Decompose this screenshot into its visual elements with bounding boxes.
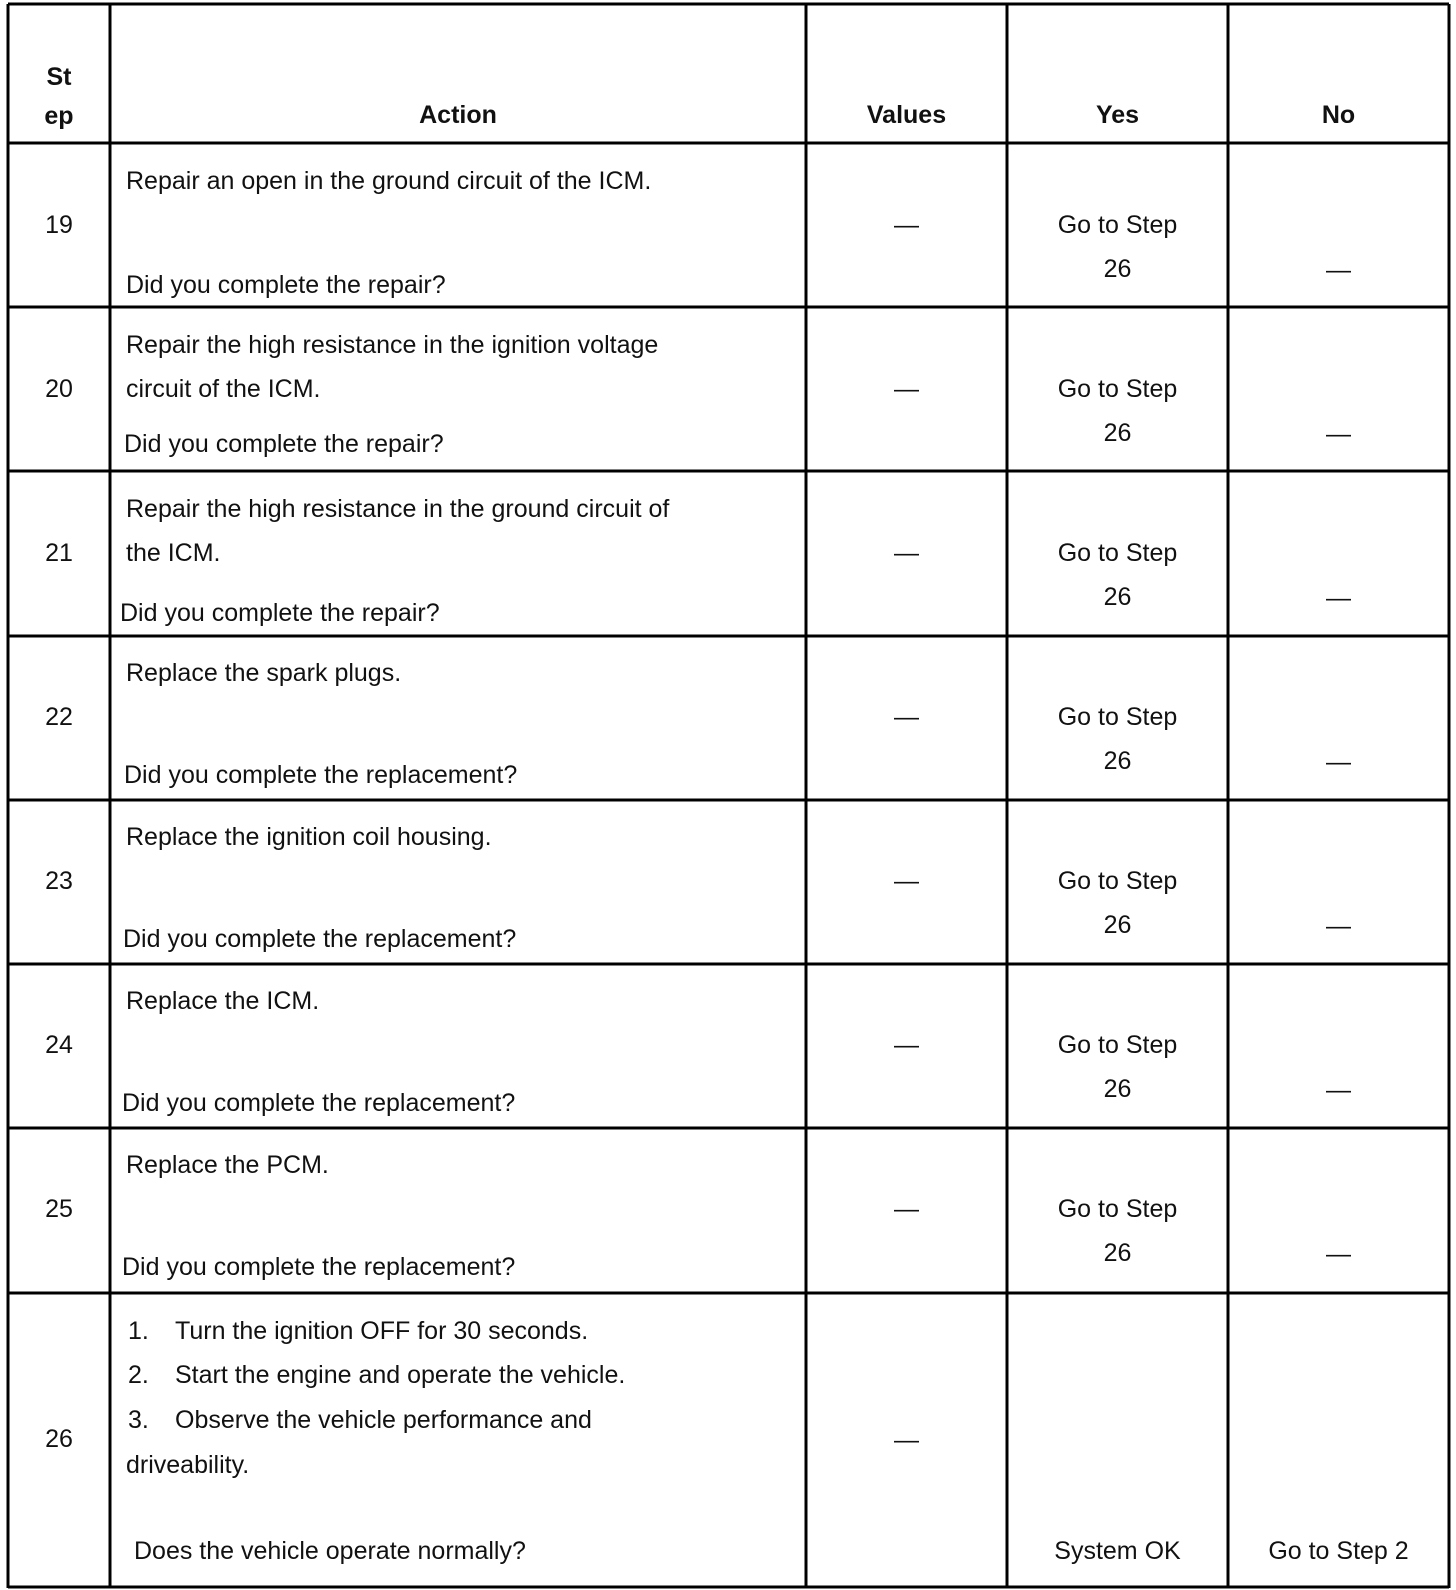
yes-cell-line2: 26 bbox=[1103, 255, 1132, 283]
no-cell: — bbox=[1326, 420, 1351, 448]
list-item-number: 1. bbox=[128, 1317, 149, 1345]
header-values: Values bbox=[866, 101, 947, 129]
list-item-number: 2. bbox=[128, 1361, 149, 1389]
values-cell: — bbox=[894, 1031, 919, 1059]
yes-cell-line2: 26 bbox=[1103, 419, 1132, 447]
yes-cell-line1: Go to Step bbox=[1057, 1031, 1178, 1059]
values-cell: — bbox=[894, 375, 919, 403]
list-item-number: 3. bbox=[128, 1406, 149, 1434]
action-question: Did you complete the repair? bbox=[120, 599, 440, 627]
yes-cell-line2: 26 bbox=[1103, 1075, 1132, 1103]
no-cell: — bbox=[1326, 1240, 1351, 1268]
header-step-line1: St bbox=[46, 63, 72, 91]
header-action: Action bbox=[419, 101, 497, 129]
action-question: Did you complete the replacement? bbox=[123, 925, 517, 953]
action-question: Did you complete the repair? bbox=[124, 430, 444, 458]
action-text: Replace the ignition coil housing. bbox=[126, 823, 492, 851]
values-cell: — bbox=[894, 1195, 919, 1223]
action-text: circuit of the ICM. bbox=[126, 375, 321, 403]
step-number: 25 bbox=[45, 1195, 73, 1223]
action-text: Replace the spark plugs. bbox=[126, 659, 402, 687]
action-question: Does the vehicle operate normally? bbox=[134, 1537, 526, 1565]
header-yes: Yes bbox=[1095, 101, 1140, 129]
no-cell: — bbox=[1326, 256, 1351, 284]
no-cell: — bbox=[1326, 912, 1351, 940]
step-number: 24 bbox=[45, 1031, 73, 1059]
action-text: Replace the PCM. bbox=[126, 1151, 329, 1179]
yes-cell-line2: 26 bbox=[1103, 911, 1132, 939]
step-number: 21 bbox=[45, 539, 73, 567]
action-question: Did you complete the replacement? bbox=[122, 1089, 516, 1117]
list-item-text: Start the engine and operate the vehicle. bbox=[175, 1361, 626, 1389]
no-cell: — bbox=[1326, 1076, 1351, 1104]
step-number: 22 bbox=[45, 703, 73, 731]
yes-cell-line2: 26 bbox=[1103, 583, 1132, 611]
yes-cell-line2: 26 bbox=[1103, 747, 1132, 775]
action-question: Did you complete the repair? bbox=[126, 271, 446, 299]
yes-cell: System OK bbox=[1054, 1537, 1181, 1565]
yes-cell-line2: 26 bbox=[1103, 1239, 1132, 1267]
yes-cell-line1: Go to Step bbox=[1057, 375, 1178, 403]
yes-cell-line1: Go to Step bbox=[1057, 703, 1178, 731]
action-text: Repair the high resistance in the ignition voltage bbox=[126, 331, 659, 359]
values-cell: — bbox=[894, 211, 919, 239]
step-number: 19 bbox=[45, 211, 73, 239]
list-item-text: Observe the vehicle performance and bbox=[175, 1406, 592, 1434]
action-question: Did you complete the replacement? bbox=[124, 761, 518, 789]
header-step-line2: ep bbox=[44, 102, 74, 130]
action-text: Repair an open in the ground circuit of the ICM. bbox=[126, 167, 652, 195]
yes-cell-line1: Go to Step bbox=[1057, 1195, 1178, 1223]
step-number: 23 bbox=[45, 867, 73, 895]
action-text: Repair the high resistance in the ground circuit of bbox=[126, 495, 670, 523]
yes-cell-line1: Go to Step bbox=[1057, 539, 1178, 567]
no-cell: — bbox=[1326, 584, 1351, 612]
values-cell: — bbox=[894, 867, 919, 895]
action-text: the ICM. bbox=[126, 539, 221, 567]
values-cell: — bbox=[894, 703, 919, 731]
step-number: 20 bbox=[45, 375, 73, 403]
no-cell: — bbox=[1326, 748, 1351, 776]
list-item-text: Turn the ignition OFF for 30 seconds. bbox=[175, 1317, 589, 1345]
step-number: 26 bbox=[45, 1425, 73, 1453]
header-no: No bbox=[1321, 101, 1356, 129]
list-item-continuation: driveability. bbox=[126, 1451, 250, 1479]
yes-cell-line1: Go to Step bbox=[1057, 211, 1178, 239]
action-question: Did you complete the replacement? bbox=[122, 1253, 516, 1281]
no-cell: Go to Step 2 bbox=[1268, 1537, 1409, 1565]
values-cell: — bbox=[894, 539, 919, 567]
values-cell: — bbox=[894, 1426, 919, 1454]
yes-cell-line1: Go to Step bbox=[1057, 867, 1178, 895]
action-text: Replace the ICM. bbox=[126, 987, 320, 1015]
